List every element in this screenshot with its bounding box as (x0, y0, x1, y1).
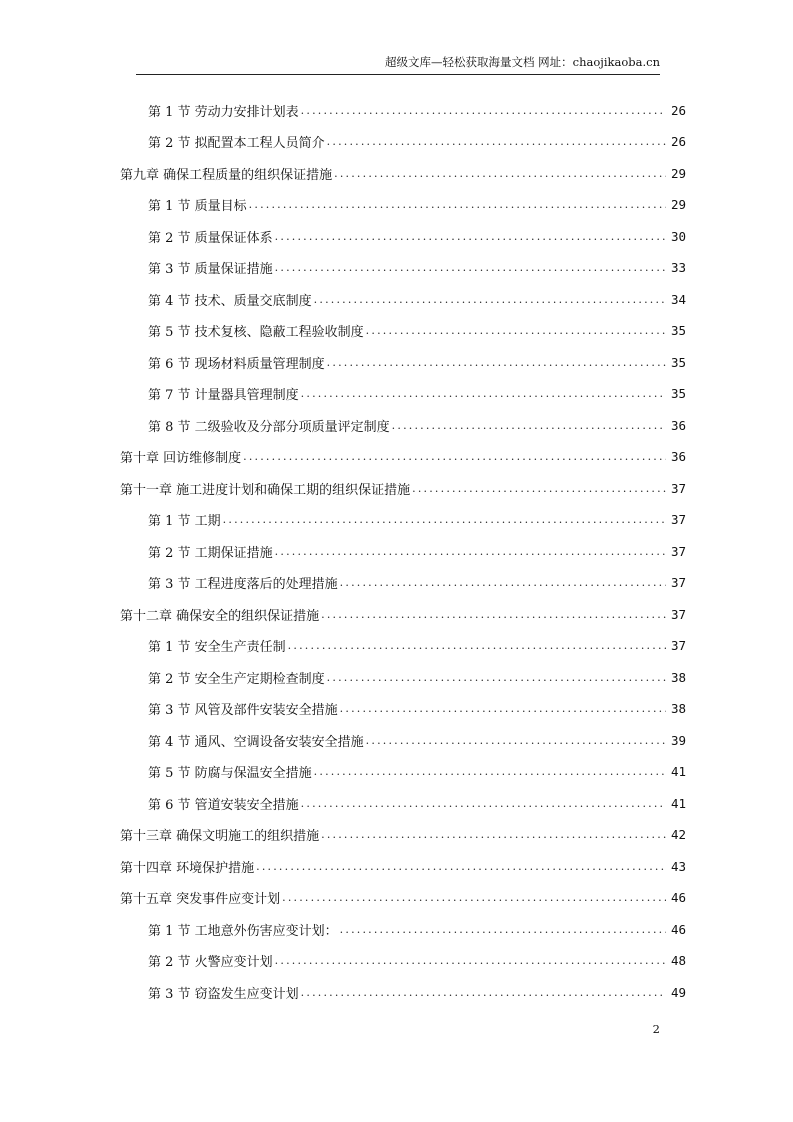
toc-entry-label: 第 2 节 工期保证措施 (148, 545, 273, 561)
toc-entry-page: 29 (670, 165, 686, 181)
toc-entry-label: 第 5 节 技术复核、隐蔽工程验收制度 (148, 325, 364, 340)
toc-section-entry[interactable] (148, 725, 686, 755)
toc-dot-leader (321, 608, 666, 621)
toc-chapter-entry[interactable] (120, 851, 686, 881)
toc-entry-label: 第十四章 环境保护措施 (120, 860, 255, 876)
toc-section-entry[interactable] (148, 410, 686, 440)
toc-section-entry[interactable] (148, 788, 686, 818)
toc-entry-label: 第十章 回访维修制度 (120, 451, 242, 466)
toc-section-entry[interactable] (148, 536, 686, 566)
toc-entry-page: 43 (670, 858, 686, 874)
toc-dot-leader (301, 387, 666, 400)
toc-dot-leader (243, 450, 666, 463)
toc-section-entry[interactable] (148, 568, 686, 598)
toc-dot-leader (314, 765, 666, 778)
toc-dot-leader (301, 986, 666, 999)
toc-dot-leader (288, 639, 666, 652)
toc-dot-leader (275, 545, 666, 558)
toc-dot-leader (275, 230, 666, 243)
toc-entry-page: 35 (670, 386, 686, 401)
toc-entry-page: 37 (670, 543, 686, 559)
toc-entry-page: 41 (670, 764, 686, 779)
toc-entry-label: 第 6 节 管道安装安全措施 (148, 797, 299, 813)
toc-section-entry[interactable] (148, 914, 686, 944)
toc-section-entry[interactable] (148, 347, 686, 377)
toc-chapter-entry[interactable] (120, 158, 686, 188)
toc-dot-leader (301, 104, 666, 117)
toc-dot-leader (340, 576, 666, 589)
toc-section-entry[interactable] (148, 379, 686, 409)
toc-entry-page: 42 (670, 827, 686, 842)
toc-dot-leader (340, 702, 666, 715)
toc-entry-page: 48 (670, 953, 686, 968)
toc-dot-leader (321, 828, 666, 841)
toc-entry-page: 30 (670, 228, 686, 244)
page-header (136, 52, 660, 75)
toc-entry-page: 35 (670, 323, 686, 338)
toc-section-entry[interactable] (148, 127, 686, 157)
toc-entry-page: 36 (670, 417, 686, 433)
toc-entry-page: 26 (670, 102, 686, 118)
toc-dot-leader (327, 356, 666, 369)
toc-entry-label: 第 6 节 现场材料质量管理制度 (148, 356, 325, 372)
toc-section-entry[interactable] (148, 253, 686, 283)
toc-entry-page: 35 (670, 354, 686, 370)
toc-dot-leader (327, 135, 666, 148)
toc-entry-page: 37 (670, 480, 686, 496)
toc-dot-leader (314, 293, 666, 306)
page-number: 2 (652, 1022, 660, 1036)
toc-entry-label: 第九章 确保工程质量的组织保证措施 (120, 167, 333, 183)
toc-entry-page: 46 (670, 890, 686, 905)
toc-entry-label: 第 7 节 计量器具管理制度 (148, 388, 299, 403)
toc-dot-leader (366, 734, 666, 747)
toc-dot-leader (366, 324, 666, 337)
toc-entry-label: 第 1 节 质量目标 (148, 199, 247, 214)
toc-chapter-entry[interactable] (120, 473, 686, 503)
toc-section-entry[interactable] (148, 946, 686, 976)
toc-chapter-entry[interactable] (120, 599, 686, 629)
toc-dot-leader (392, 419, 666, 432)
toc-dot-leader (223, 513, 666, 526)
toc-entry-label: 第 8 节 二级验收及分部分项质量评定制度 (148, 419, 390, 435)
toc-section-entry[interactable] (148, 505, 686, 535)
toc-section-entry[interactable] (148, 316, 686, 346)
toc-entry-page: 38 (670, 669, 686, 685)
toc-entry-label: 第 3 节 工程进度落后的处理措施 (148, 577, 338, 592)
toc-entry-label: 第 3 节 风管及部件安装安全措施 (148, 703, 338, 718)
toc-entry-label: 第 2 节 拟配置本工程人员简介 (148, 136, 325, 151)
toc-chapter-entry[interactable] (120, 883, 686, 913)
toc-entry-label: 第十三章 确保文明施工的组织措施 (120, 829, 320, 844)
toc-entry-label: 第 1 节 安全生产责任制 (148, 640, 286, 655)
toc-dot-leader (340, 923, 666, 936)
header-text: 超级文库—轻松获取海量文档 网址：chaojikaoba.cn (385, 55, 660, 69)
toc-entry-label: 第十一章 施工进度计划和确保工期的组织保证措施 (120, 482, 411, 498)
toc-entry-page: 49 (670, 984, 686, 1000)
toc-entry-page: 38 (670, 701, 686, 716)
toc-entry-page: 39 (670, 732, 686, 748)
toc-section-entry[interactable] (148, 221, 686, 251)
toc-entry-page: 29 (670, 197, 686, 212)
toc-entry-page: 37 (670, 512, 686, 527)
toc-dot-leader (249, 198, 666, 211)
toc-entry-label: 第 1 节 劳动力安排计划表 (148, 104, 299, 120)
toc-entry-label: 第 1 节 工地意外伤害应变计划： (148, 923, 338, 939)
toc-dot-leader (275, 954, 666, 967)
toc-entry-page: 26 (670, 134, 686, 149)
toc-entry-label: 第 2 节 质量保证体系 (148, 230, 273, 246)
toc-entry-page: 37 (670, 638, 686, 653)
toc-entry-page: 46 (670, 921, 686, 937)
toc-dot-leader (301, 797, 666, 810)
toc-dot-leader (334, 167, 666, 180)
toc-entry-label: 第 4 节 通风、空调设备安装安全措施 (148, 734, 364, 750)
toc-section-entry[interactable] (148, 284, 686, 314)
toc-entry-label: 第 5 节 防腐与保温安全措施 (148, 766, 312, 781)
toc-section-entry[interactable] (148, 95, 686, 125)
toc-entry-label: 第 1 节 工期 (148, 514, 221, 529)
toc-section-entry[interactable] (148, 757, 686, 787)
toc-chapter-entry[interactable] (120, 442, 686, 472)
toc-entry-page: 36 (670, 449, 686, 464)
toc-dot-leader (412, 482, 666, 495)
toc-entry-label: 第 4 节 技术、质量交底制度 (148, 293, 312, 309)
toc-entry-label: 第 3 节 质量保证措施 (148, 262, 273, 277)
toc-section-entry[interactable] (148, 631, 686, 661)
toc-entry-page: 33 (670, 260, 686, 275)
toc-entry-page: 41 (670, 795, 686, 811)
toc-entry-label: 第 2 节 安全生产定期检查制度 (148, 671, 325, 687)
toc-entry-label: 第 3 节 窃盗发生应变计划 (148, 986, 299, 1002)
toc-entry-page: 37 (670, 575, 686, 590)
toc-entry-page: 34 (670, 291, 686, 307)
toc-section-entry[interactable] (148, 977, 686, 1007)
toc-dot-leader (256, 860, 666, 873)
toc-entry-label: 第十二章 确保安全的组织保证措施 (120, 608, 320, 624)
toc-dot-leader (327, 671, 666, 684)
toc-entry-label: 第十五章 突发事件应变计划 (120, 892, 281, 907)
toc-section-entry[interactable] (148, 694, 686, 724)
toc-entry-label: 第 2 节 火警应变计划 (148, 955, 273, 970)
toc-dot-leader (282, 891, 666, 904)
toc-entry-page: 37 (670, 606, 686, 622)
toc-chapter-entry[interactable] (120, 820, 686, 850)
toc-section-entry[interactable] (148, 190, 686, 220)
toc-dot-leader (275, 261, 666, 274)
toc-section-entry[interactable] (148, 662, 686, 692)
